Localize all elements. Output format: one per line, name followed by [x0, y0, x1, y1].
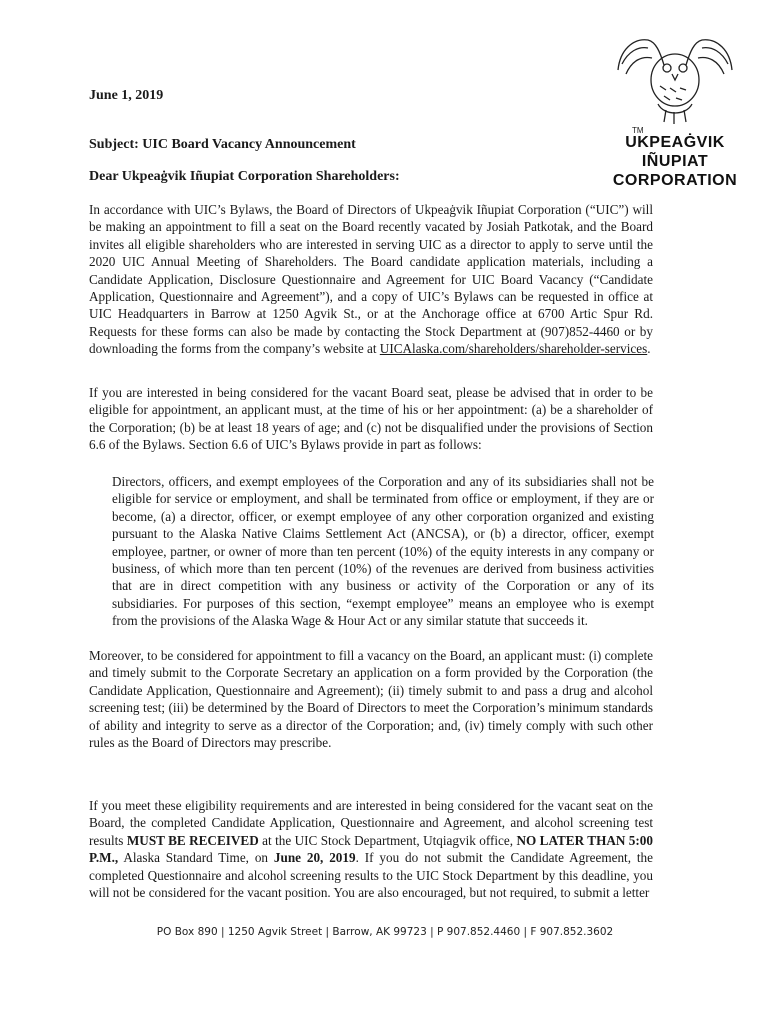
deadline-date: June 20, 2019: [273, 850, 356, 866]
letter-salutation: Dear Ukpeaġvik Iñupiat Corporation Shareholders:: [89, 169, 400, 184]
trademark-mark: TM: [632, 126, 644, 135]
bylaws-quote: Directors, officers, and exempt employees of the Corporation and any of its subsidiaries shall not be eligible for service or employment, and shall be terminated from office or employment, if they are or become, (a) a director, officer, or exempt employee of any other corporation organized and existing pursuant to the Alaska Native Claims Settlement Act (ANCSA), or (b) a director, officer, exempt employee, partner, or owner of more than ten percent (10%) of the equity interests in any company or business, of which more than ten percent (10%) of the revenues are derived from business activities that are in direct competition with any business or activity of the Corporation or any of its subsidiaries. For purposes of this section, “exempt employee” means an employee who is exempt from the provisions of the Alaska Wage & Hour Act or any similar statute that succeeds it.: [112, 474, 654, 629]
emphasis-text: NO LATER THAN 5:00 P.M.,: [89, 832, 653, 866]
logo-name-line2: IÑUPIAT: [641, 153, 709, 170]
paragraph-text: .: [647, 341, 651, 357]
emphasis-text: MUST BE RECEIVED: [126, 832, 259, 848]
paragraph-eligibility: If you are interested in being considered for the vacant Board seat, please be advised that in order to be eligible for appointment, an applicant must, at the time of his or her appointment: (a) be a shareholder of the Corporation; (b) be at least 18 years of age; and (c) not be disqualified under the provisions of Section 6.6 of the Bylaws. Section 6.6 of UIC’s Bylaws provide in part as follows:: [89, 385, 653, 453]
paragraph-deadline: [89, 797, 653, 901]
paragraph-text: Alaska Standard Time, on: [118, 850, 274, 866]
shareholder-services-link[interactable]: UICAlaska.com/shareholders/shareholder-services: [379, 341, 648, 357]
letter-date: June 1, 2019: [89, 88, 164, 103]
logo-name-line1: UKPEAĠVIK: [625, 134, 725, 151]
letter-subject: Subject: UIC Board Vacancy Announcement: [89, 137, 356, 152]
owl-icon: [608, 30, 742, 130]
paragraph-application-materials: [89, 201, 653, 358]
logo-name-line3: CORPORATION: [612, 172, 738, 189]
paragraph-requirements: Moreover, to be considered for appointment to fill a vacancy on the Board, an applicant must: (i) complete and timely submit to the Corporate Secretary an application on a form provided by the Corporation (the Candidate Application, Questionnaire and Agreement); (ii) timely submit to and pass a drug and alcohol screening test; (iii) be determined by the Board of Directors to meet the Corporation’s minimum standards of ability and integrity to serve as a director of the Corporation; and, (iv) timely comply with such other rules as the Board of Directors may prescribe.: [89, 648, 653, 751]
paragraph-text: . If you do not submit the Candidate Agreement, the completed Questionnaire and alcohol screening results to the UIC Stock Department by this deadline, you will not be considered for the vacant position. You are also encouraged, but not required, to submit a letter: [89, 850, 653, 901]
paragraph-text: at the UIC Stock Department, Utqiagvik office,: [258, 832, 517, 848]
paragraph-text: If you meet these eligibility requirements and are interested in being considered for the vacant seat on the Board, the completed Candidate Application, Questionnaire and Agreement, and alcohol screening test results: [89, 798, 653, 848]
company-logo: [600, 30, 750, 190]
letter-footer: PO Box 890 | 1250 Agvik Street | Barrow, AK 99723 | P 907.852.4460 | F 907.852.3602: [156, 926, 614, 938]
paragraph-text: In accordance with UIC’s Bylaws, the Board of Directors of Ukpeaġvik Iñupiat Corporation (“UIC”) will be making an appointment to fill a seat on the Board recently vacated by Josiah Patkotak, and the Board invites all eligible shareholders who are interested in serving UIC as a director to apply to serve until the 2020 UIC Annual Meeting of Shareholders. The Board candidate application materials, including a Candidate Application, Disclosure Questionnaire and Agreement for UIC Board Vacancy (“Candidate Application, Questionnaire and Agreement”), and a copy of UIC’s Bylaws can be requested in office at UIC Headquarters in Barrow at 1250 Agvik St., or at the Anchorage office at 6700 Artic Spur Rd. Requests for these forms can also be made by contacting the Stock Department at (907)852-4460 or by downloading the forms from the company’s website at: [89, 202, 653, 357]
